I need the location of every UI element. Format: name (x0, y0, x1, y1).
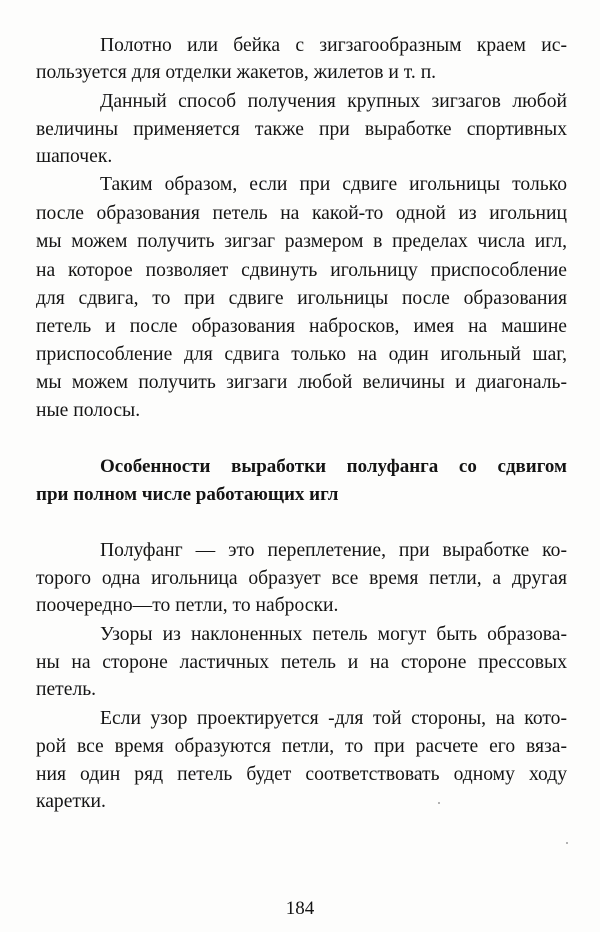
section-paragraph-1-line-2: торого одна игольница образует все время петли, а другая (36, 568, 567, 589)
section-paragraph-3-line-4: каретки. (36, 791, 106, 812)
section-heading-line-1: Особенности выработки полуфанга со сдвигом (100, 456, 567, 477)
scan-speck (566, 842, 568, 844)
paragraph-3-line-4: на которое позволяет сдвинуть игольницу приспособление (36, 260, 567, 281)
section-paragraph-3-line-1: Если узор проектируется -для той стороны, на кото- (100, 708, 567, 729)
paragraph-3-line-8: мы можем получить зигзаги любой величины и диагональ- (36, 372, 567, 393)
section-paragraph-3-line-2: рой все время образуются петли, то при расчете его вяза- (36, 736, 567, 757)
paragraph-3-line-3: мы можем получить зигзаг размером в пределах числа игл, (36, 231, 567, 252)
section-paragraph-3-line-3: ния один ряд петель будет соответствовать одному ходу (36, 764, 567, 785)
paragraph-1-line-2: пользуется для отделки жакетов, жилетов и т. п. (36, 62, 437, 83)
section-paragraph-2-line-2: ны на стороне ластичных петель и на стороне прессовых (36, 652, 567, 673)
paragraph-2-line-1: Данный способ получения крупных зигзагов любой (100, 91, 567, 112)
paragraph-3-line-5: для сдвига, то при сдвиге игольницы после образования (36, 288, 567, 309)
paragraph-3-line-2: после образования петель на какой-то одной из игольниц (36, 203, 567, 224)
section-heading-line-2: при полном числе работающих игл (36, 484, 339, 505)
paragraph-2-line-3: шапочек. (36, 146, 113, 167)
scan-speck (438, 802, 440, 804)
section-paragraph-1-line-1: Полуфанг — это переплетение, при выработке ко- (100, 540, 567, 561)
page-number: 184 (285, 898, 315, 919)
paragraph-3-line-1: Таким образом, если при сдвиге игольницы только (100, 174, 567, 195)
paragraph-3-line-6: петель и после образования набросков, имея на машине (36, 316, 567, 337)
paragraph-3-line-9: ные полосы. (36, 400, 141, 421)
paragraph-1-line-1: Полотно или бейка с зигзагообразным краем ис- (100, 35, 567, 56)
paragraph-3-line-7: приспособление для сдвига только на один игольный шаг, (36, 344, 567, 365)
section-paragraph-2-line-1: Узоры из наклоненных петель могут быть образова- (100, 624, 567, 645)
section-paragraph-1-line-3: поочередно—то петли, то наброски. (36, 595, 339, 616)
section-paragraph-2-line-3: петель. (36, 679, 97, 700)
paragraph-2-line-2: величины применяется также при выработке спортивных (36, 119, 567, 140)
